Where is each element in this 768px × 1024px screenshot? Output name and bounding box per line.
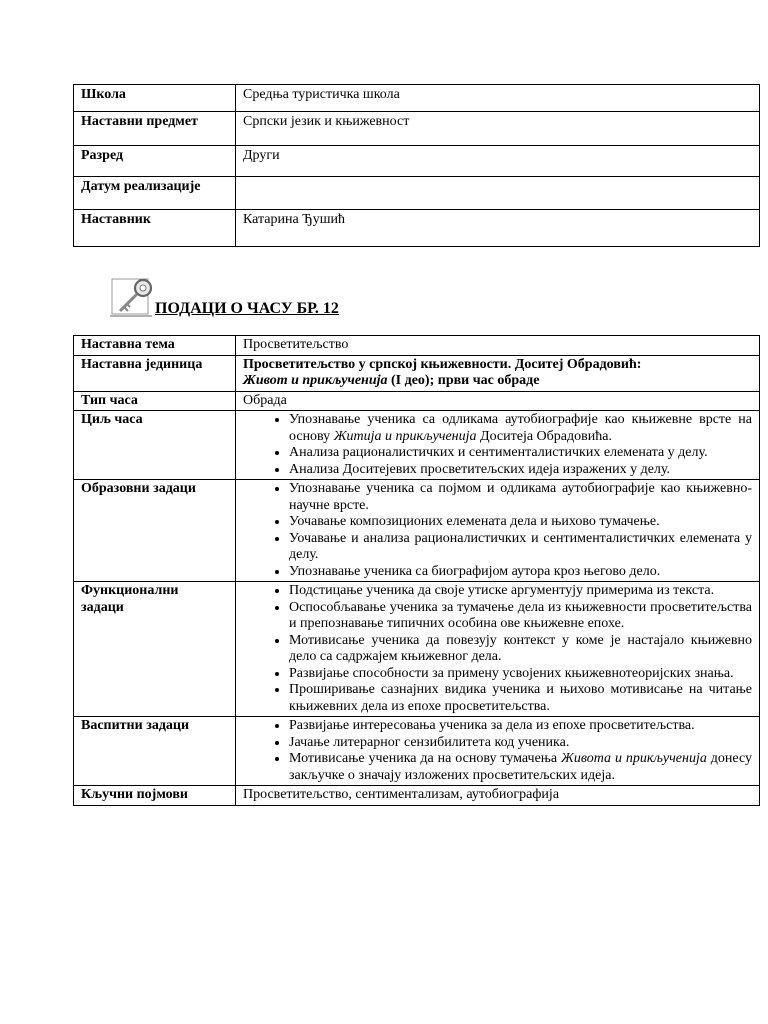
list-item: • Проширивање сазнајних видика ученика и њихово мотивисање на читање књижевних дела из епохе просветитељства.	[289, 682, 752, 715]
unit-value-work-title: Живот и прикљученија	[243, 373, 388, 388]
lesson-heading	[108, 276, 508, 320]
school-value: Средња туристичка школа	[236, 85, 760, 112]
func-label-line2: задаци	[81, 599, 124, 615]
info-row-school	[74, 85, 760, 112]
unit-label: Наставна јединица	[74, 355, 236, 391]
upbr-text-end: донесу закључке о значају изложених просветитељских идеја.	[289, 751, 752, 783]
upbr-value	[236, 717, 760, 786]
info-row-date	[74, 177, 760, 210]
list-item: • Упознавање ученика са биографијом аутора кроз његово дело.	[289, 564, 752, 581]
school-label: Школа	[74, 85, 236, 112]
goal-text-end: Доситеја Обрадовића.	[476, 428, 612, 444]
general-info-table	[73, 84, 760, 247]
edu-list	[243, 481, 752, 580]
list-item	[289, 718, 752, 735]
row-func	[74, 582, 760, 717]
upbr-text: Јачање литерарног сензибилитета код ученика.	[289, 734, 570, 750]
page-title: ПОДАЦИ О ЧАСУ БР. 12	[155, 300, 339, 317]
row-upbr	[74, 717, 760, 786]
list-item	[289, 735, 752, 752]
keywords-label: Кључни појмови	[74, 786, 236, 806]
goal-list	[243, 412, 752, 478]
row-keywords	[74, 786, 760, 806]
func-label	[74, 582, 236, 717]
unit-value-rest: (I део); први час обраде	[387, 373, 540, 388]
subject-value: Српски језик и књижевност	[236, 112, 760, 146]
upbr-list	[243, 718, 752, 784]
list-item: • Оспособљавање ученика за тумачење дела из књижевности просветитељства и препознавање типичних особина ове књижевне епохе.	[289, 600, 752, 633]
type-value: Обрада	[236, 391, 760, 411]
date-label: Датум реализације	[74, 177, 236, 210]
topic-value: Просветитељство	[236, 336, 760, 356]
row-edu	[74, 480, 760, 582]
lesson-table	[73, 335, 760, 806]
goal-text: Анализа Доситејевих просветитељских идеја изражених у делу.	[289, 461, 671, 477]
info-row-grade	[74, 146, 760, 177]
work-title: Житија и прикључениjа	[333, 428, 477, 444]
topic-label: Наставна тема	[74, 336, 236, 356]
unit-value-main: Просветитељство у српској књижевности. Доситеј Обрадовић:	[243, 356, 642, 372]
row-type	[74, 391, 760, 411]
list-item: • Развијање способности за примену усвојених књижевнотеоријских знања.	[289, 666, 752, 683]
work-title: Живота и прикљученија	[561, 751, 707, 766]
key-icon	[108, 276, 156, 320]
list-item: • Мотивисање ученика да повезују контекст у коме је настајало књижевно дело са садржајем књижевног дела.	[289, 633, 752, 666]
row-unit	[74, 355, 760, 391]
grade-value: Други	[236, 146, 760, 177]
goal-label: Циљ часа	[74, 411, 236, 480]
upbr-text: Развијање интересовања ученика за дела из епохе просветитељства.	[289, 718, 695, 733]
list-item	[289, 462, 752, 479]
teacher-label: Наставник	[74, 210, 236, 247]
goal-value	[236, 411, 760, 480]
list-item: • Упознавање ученика са појмом и одликама аутобиографије као књижевно-научне врсте.	[289, 481, 752, 514]
list-item	[289, 412, 752, 445]
goal-text: Анализа рационалистичких и сентименталистичких елемената у делу.	[289, 445, 708, 460]
list-item: • Уочавање и анализа рационалистичких и сентименталистичких елемената у делу.	[289, 531, 752, 564]
list-item	[289, 751, 752, 784]
edu-label: Образовни задаци	[74, 480, 236, 582]
info-row-subject	[74, 112, 760, 146]
subject-label: Наставни предмет	[74, 112, 236, 146]
list-item: • Уочавање композиционих елемената дела и њихово тумачење.	[289, 514, 752, 531]
func-label-line1: Функционални	[81, 583, 179, 598]
func-value	[236, 582, 760, 717]
row-topic	[74, 336, 760, 356]
edu-value	[236, 480, 760, 582]
list-item	[289, 445, 752, 462]
type-label: Тип часа	[74, 391, 236, 411]
keywords-value: Просветитељство, сентиментализам, аутобиографија	[236, 786, 760, 806]
upbr-label: Васпитни задаци	[74, 717, 236, 786]
info-row-teacher	[74, 210, 760, 247]
teacher-value: Катарина Ђушић	[236, 210, 760, 247]
unit-value	[236, 355, 760, 391]
goal-text: Упознавање ученика са одликама аутобиографије као књижевне врсте на основу	[289, 412, 752, 444]
upbr-text: Мотивисање ученика да на основу тумачења	[289, 751, 562, 766]
date-value	[236, 177, 760, 210]
grade-label: Разред	[74, 146, 236, 177]
func-list	[243, 583, 752, 715]
list-item: • Подстицање ученика да своје утиске аргументују примерима из текста.	[289, 583, 752, 600]
row-goal	[74, 411, 760, 480]
